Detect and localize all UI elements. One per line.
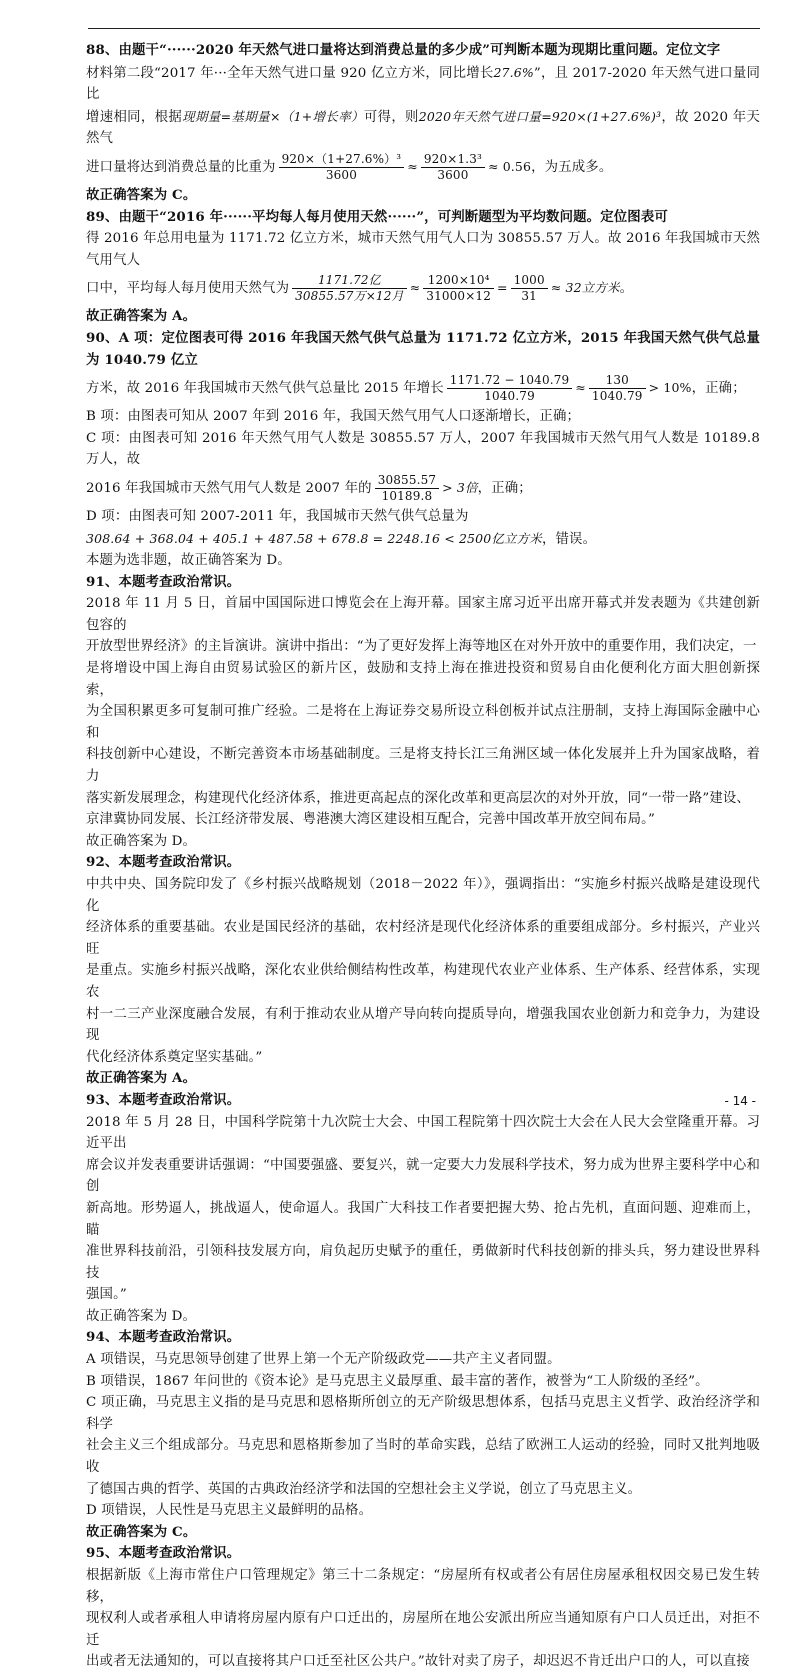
q88-line-2b: ”，且 2017-2020 年天然气进口量同比 [86,65,760,103]
question-95-explanation: 95、本题考查政治常识。 根据新版《上海市常住户口管理规定》第三十二条规定：“房屋所有权或者公有居住房屋承租权因交易已发生转移， 现权利人或者承租人申请将房屋内原有户口迁出的，房屋所在地公安派出所应当通知原有户口人员迁出，对拒不迁 出或者无法通知的，可以直接将其户口迁至社区公共户。”故针对卖了房子，却迟迟不肯迁出户口的人，可以直接 [86,1545,760,1670]
q89-line-1: 89、由题干“2016 年······平均每人每月使用天然······”，可判断题型为平均数问题。定位图表可 [86,208,668,225]
q88-line-3b: 可得，则 [363,109,419,125]
q88-answer: 故正确答案为 C。 [86,186,197,203]
q88-line-2a: 材料第二段“2017 年···全年天然气进口量 920 亿立方米，同比增长 [86,65,494,81]
q90-ratio-result: > 3倍 [442,479,478,495]
page-number: - 14 - [724,1094,756,1108]
q88-result: ≈ 0.56 [487,158,532,174]
q88-line-1: 88、由题干“······2020 年天然气进口量将达到消费总量的多少成”可判断本题为现期比重问题。定位文字 [86,42,721,58]
q93-heading: 93、本题考查政治常识。 [86,1091,241,1108]
q93-answer: 故正确答案为 D。 [86,1308,197,1324]
q94-heading: 94、本题考查政治常识。 [86,1329,241,1346]
q90-fraction-2: $\frac{130}{1040.79}$ [589,373,646,404]
q91-heading: 91、本题考查政治常识。 [86,573,241,590]
q90-growth-result: > 10% [648,380,692,396]
q95-heading: 95、本题考查政治常识。 [86,1545,241,1562]
q90-line-1: 90、A 项：定位图表可得 2016 年我国天然气供气总量为 1171.72 亿立方米，2015 年我国天然气供气总量为 1040.79 亿立 [86,329,760,368]
q88-line-3c: ，故 2020 年天然气 [86,109,760,147]
q90-option-c: C 项：由图表可知 2016 年天然气用气人数是 30855.57 万人，2007 年我国城市天然气用气人数是 10189.8 万人，故 [86,430,760,468]
question-94-explanation: 94、本题考查政治常识。 A 项错误，马克思领导创建了世界上第一个无产阶级政党——共产主义者同盟。 B 项错误，1867 年问世的《资本论》是马克思主义最厚重、最丰富的著作，被誉为“工人阶级的圣经”。 C 项正确，马克思主义指的是马克思和恩格斯所创立的无产阶级思想体系，包括马克思主义哲学、政治经济学和科学 社会主义三个组成部分。马克思和恩格斯参加了当时的革命实践，总结了欧洲工人运动的经验，同时又批判地吸收 了德国古典的哲学、英国的古典政治经济学和法国的空想社会主义学说，创立了马克思主义。 D 项错误，人民性是马克思主义最鲜明的品格。 故正确答案为 C。 [86,1329,760,1540]
q92-heading: 92、本题考查政治常识。 [86,854,241,871]
question-91-explanation: 91、本题考查政治常识。 2018 年 11 月 5 日，首届中国国际进口博览会在上海开幕。国家主席习近平出席开幕式并发表题为《共建创新包容的 开放型世界经济》的主旨演讲。演讲中指出：“为了更好发挥上海等地区在对外开放中的重要作用，我们决定，一 是将增设中国上海自由贸易试验区的新片区，鼓励和支持上海在推进投资和贸易自由化便利化方面大胆创新探索， 为全国积累更多可复制可推广经验。二是将在上海证券交易所设立科创板并试点注册制，支持上海国际金融中心和 科技创新中心建设，不断完善资本市场基础制度。三是将支持长江三角洲区域一体化发展并上升为国家战略，着力 落实新发展理念，构建现代化经济体系，推进更高起点的深化改革和更高层次的对外开放，同“一带一路”建设、 京津冀协同发展、长江经济带发展、粤港澳大湾区建设相互配合，完善中国改革开放空间布局。” 故正确答案为 D。 [86,573,760,849]
header-rule [88,28,760,29]
q90-fraction-1: $\frac{1171.72 - 1040.79}{1040.79}$ [447,373,572,404]
page-body [86,40,760,1673]
q88-fraction-1: $\frac{\text{920×（1+27.6\%）³}}{3600}$ [279,152,405,183]
question-92-explanation: 92、本题考查政治常识。 中共中央、国务院印发了《乡村振兴战略规划（2018－2022 年）》，强调指出：“实施乡村振兴战略是建设现代化 经济体系的重要基础。农业是国民经济的基础，农村经济是现代化经济体系的重要组成部分。乡村振兴，产业兴旺 是重点。实施乡村振兴战略，深化农业供给侧结构性改革，构建现代农业产业体系、生产体系、经营体系，实现农 村一二三产业深度融合发展，有利于推动农业从增产导向转向提质导向，增强我国农业创新力和竞争力，为建设现 代化经济体系奠定坚实基础。” 故正确答案为 A。 [86,854,760,1087]
q90-option-b: B 项：由图表可知从 2007 年到 2016 年，我国天然气用气人口逐渐增长，正确； [86,409,581,425]
q89-fraction-1: $\frac{\text{1171.72亿}}{\text{30855.57万×12月}}$ [292,273,407,304]
q89-fraction-3: $\frac{1000}{31}$ [511,273,548,304]
q90-answer: 本题为选非题，故正确答案为 D。 [86,553,291,569]
q89-fraction-2: $\frac{\text{1200×10⁴}}{31000\times 12}$ [423,273,494,304]
q88-line-4a: 进口量将达到消费总量的比重为 [86,159,276,175]
q88-formula-import: 2020年天然气进口量=920×(1+27.6%)³ [418,108,662,124]
q94-option-d: D 项错误，人民性是马克思主义最鲜明的品格。 [86,1503,373,1519]
q94-option-b: B 项错误，1867 年问世的《资本论》是马克思主义最厚重、最丰富的著作，被誉为“工人阶级的圣经”。 [86,1373,709,1389]
question-90-explanation: 90、A 项：定位图表可得 2016 年我国天然气供气总量为 1171.72 亿立方米，2015 年我国天然气供气总量为 1040.79 亿立 方米，故 2016 年我国城市天然气供气总量比 2015 年增长 $\frac{1171.72 - 1040.79}{1040.79}$ ≈ $\frac{130}{1040.79}$ > 10%，正确； B 项：由图表可知从 2007 年到 2016 年，我国天然气用气人口逐渐增长，正确； C 项：由图表可知 2016 年天然气用气人数是 30855.57 万人，2007 年我国城市天然气用气人数是 10189.8 万人，故 2016 年我国城市天然气用气人数是 2007 年的 $\frac{30855.57}{10189.8}$ > 3倍，正确； D 项：由图表可知 2007-2011 年，我国城市天然气供气总量为 308.64 + 368.04 + 405.1 + 487.58 + 678.8 = 2248.16 < 2500亿立方米，错误。 本题为选非题，故正确答案为 D。 [86,329,760,569]
q89-result: ≈ 32立方米 [550,280,620,296]
q94-option-c: C 项正确，马克思主义指的是马克思和恩格斯所创立的无产阶级思想体系，包括马克思主义哲学、政治经济学和科学 [86,1395,760,1432]
q88-formula-current: 现期量=基期量×（1+增长率） [182,108,364,124]
question-93-explanation: 93、本题考查政治常识。 2018 年 5 月 28 日，中国科学院第十九次院士大会、中国工程院第十四次院士大会在人民大会堂隆重开幕。习近平出 席会议并发表重要讲话强调：“中国要强盛、要复兴，就一定要大力发展科学技术，努力成为世界主要科学中心和创 新高地。形势逼人，挑战逼人，使命逼人。我国广大科技工作者要把握大势、抢占先机，直面问题、迎难而上，瞄 准世界科技前沿，引领科技发展方向，肩负起历史赋予的重任，勇做新时代科技创新的排头兵，努力建设世界科技 强国。” 故正确答案为 D。 [86,1091,760,1324]
q94-answer: 故正确答案为 C。 [86,1523,197,1540]
question-89-explanation: 89、由题干“2016 年······平均每人每月使用天然······”，可判断题型为平均数问题。定位图表可 得 2016 年总用电量为 1171.72 亿立方米，城市天然气用气人口为 30855.57 万人。故 2016 年我国城市天然气用气人 口中，平均每人每月使用天然气为 $\frac{\text{1171.72亿}}{\text{30855.57万×12月}}$ ≈ $\frac{\text{1200×10⁴}}{31000\times 12}$ = $\frac{1000}{31}$ ≈ 32立方米。 故正确答案为 A。 [86,208,760,325]
q88-fraction-2: $\frac{\text{920×1.3³}}{3600}$ [421,152,485,183]
q88-growth-rate: 27.6% [493,64,534,80]
q89-line-2: 得 2016 年总用电量为 1171.72 亿立方米，城市天然气用气人口为 30855.57 万人。故 2016 年我国城市天然气用气人 [86,231,760,268]
q92-answer: 故正确答案为 A。 [86,1070,197,1087]
q90-option-d: D 项：由图表可知 2007-2011 年，我国城市天然气供气总量为 [86,508,469,524]
q90-fraction-3: $\frac{30855.57}{10189.8}$ [375,473,439,504]
q94-option-a: A 项错误，马克思领导创建了世界上第一个无产阶级政党——共产主义者同盟。 [86,1352,561,1368]
q88-line-3a: 增速相同，根据 [86,109,183,125]
q91-answer: 故正确答案为 D。 [86,833,197,849]
q89-answer: 故正确答案为 A。 [86,308,197,325]
q90-sum-formula: 308.64 + 368.04 + 405.1 + 487.58 + 678.8 = 2248.16 < 2500亿立方米 [86,530,542,546]
question-88-explanation: 88、由题干“······2020 年天然气进口量将达到消费总量的多少成”可判断本题为现期比重问题。定位文字 材料第二段“2017 年···全年天然气进口量 920 亿立方米，同比增长27.6%”，且 2017-2020 年天然气进口量同比 增速相同，根据现期量=基期量×（1+增长率）可得，则2020年天然气进口量=920×(1+27.6%)³，故 2020 年天然气 进口量将达到消费总量的比重为 $\frac{\text{920×（1+27.6\%）³}}{3600}$ ≈ $\frac{\text{920×1.3³}}{3600}$ ≈ 0.56，为五成多。 故正确答案为 C。 [86,42,760,203]
